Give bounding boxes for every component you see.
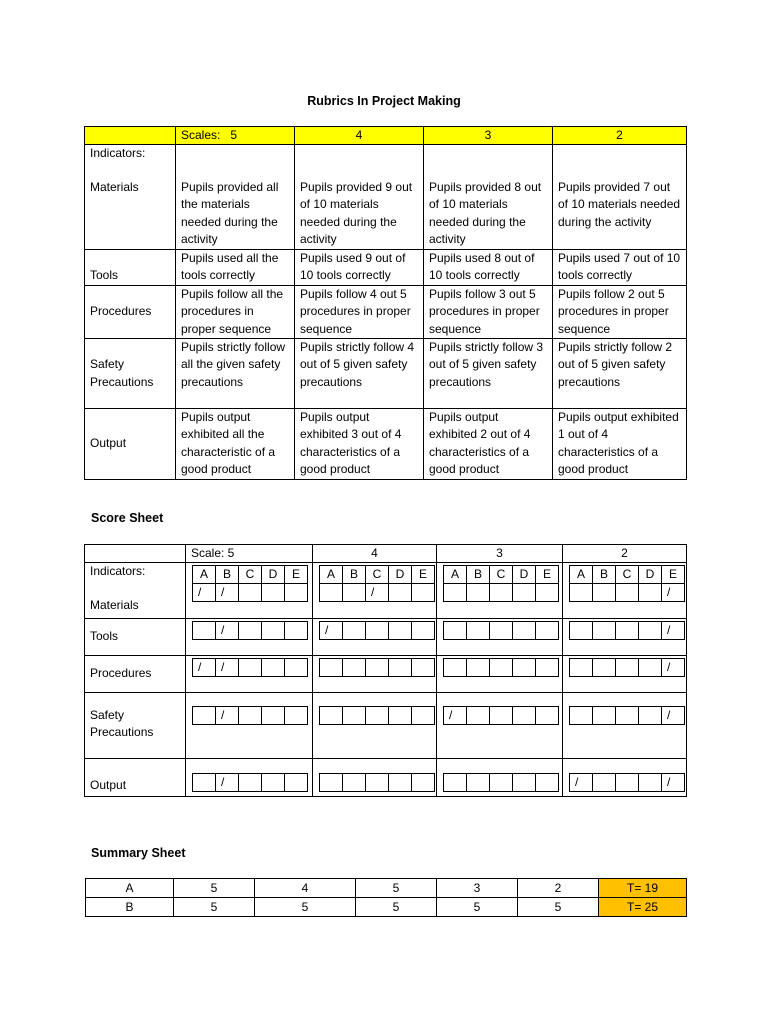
summary-value: 5 (356, 879, 437, 898)
letter-cell: D (261, 565, 285, 584)
mark-row (320, 707, 435, 725)
mark-cell (535, 706, 559, 725)
mark-cell (512, 658, 536, 677)
mark-cell (569, 658, 593, 677)
score-row-materials (85, 563, 687, 619)
summary-value: 5 (437, 898, 518, 917)
mark-row (320, 622, 435, 640)
mark-cell (238, 658, 262, 677)
mark-cell (569, 773, 593, 792)
check-mark: / (221, 775, 225, 789)
score-group (437, 759, 563, 797)
mark-cell (592, 658, 616, 677)
mark-cell (388, 658, 412, 677)
mark-row (570, 622, 685, 640)
letter-cell: E (284, 565, 308, 584)
score-row-output (85, 759, 687, 797)
mark-cell (512, 621, 536, 640)
score-scale-4: 4 (313, 545, 437, 563)
mark-row (193, 707, 308, 725)
rubric-cell: Pupils output exhibited 1 out of 4 characteristics of a good product (553, 409, 687, 480)
mark-cell (342, 706, 366, 725)
letter-cell: E (411, 565, 435, 584)
rubric-indicator-cell (85, 145, 176, 250)
mark-cell (466, 658, 490, 677)
mark-row (570, 584, 685, 602)
mark-cell (615, 773, 639, 792)
mark-row (570, 659, 685, 677)
mark-row (444, 774, 559, 792)
mark-cell (319, 658, 343, 677)
mark-cell (443, 773, 467, 792)
summary-value: 5 (356, 898, 437, 917)
score-indicator-materials: Materials (90, 598, 139, 613)
score-group (313, 619, 437, 656)
rubric-cell: Pupils follow all the procedures in proper sequence (176, 285, 295, 338)
check-mark: / (198, 660, 202, 674)
summary-label: A (86, 879, 174, 898)
letter-cell: A (443, 565, 467, 584)
summary-label: B (86, 898, 174, 917)
mark-row (444, 584, 559, 602)
rubric-cell: Pupils provided 7 out of 10 materials needed during the activity (553, 145, 687, 250)
mark-cell (535, 621, 559, 640)
mark-cell (466, 706, 490, 725)
mark-cell (638, 583, 662, 602)
mark-cell (615, 706, 639, 725)
mark-cell (489, 658, 513, 677)
mark-cell (238, 706, 262, 725)
rubric-cell: Pupils provided all the materials needed during the activity (176, 145, 295, 250)
rubric-cell: Pupils strictly follow 4 out of 5 given safety precautions (295, 339, 424, 409)
score-header-blank (85, 545, 186, 563)
mark-cell (365, 621, 389, 640)
mark-cell (215, 706, 239, 725)
check-mark: / (325, 623, 329, 637)
score-header-row (85, 545, 687, 563)
mark-cell (411, 583, 435, 602)
rubric-row-tools (85, 250, 687, 286)
rubric-cell: Pupils used all the tools correctly (176, 250, 295, 286)
check-mark: / (371, 585, 375, 599)
mark-cell (238, 583, 262, 602)
score-group (186, 693, 313, 759)
letter-row (444, 566, 559, 584)
mark-cell (365, 658, 389, 677)
score-indicator-safety: Safety Precautions (85, 693, 186, 759)
mark-cell (615, 583, 639, 602)
summary-row-a (86, 879, 687, 898)
mark-cell (284, 658, 308, 677)
mark-row (193, 774, 308, 792)
mark-cell (592, 583, 616, 602)
mark-cell (592, 706, 616, 725)
mark-cell (443, 583, 467, 602)
score-group (186, 656, 313, 693)
mark-cell (238, 621, 262, 640)
mark-row (444, 659, 559, 677)
letter-cell: D (388, 565, 412, 584)
mark-cell (342, 583, 366, 602)
mark-cell (388, 621, 412, 640)
mark-row (193, 659, 308, 677)
mark-cell (215, 583, 239, 602)
score-sheet-table (84, 544, 687, 797)
letter-cell: B (466, 565, 490, 584)
score-group (313, 693, 437, 759)
rubric-indicator-tools: Tools (85, 250, 176, 286)
mark-cell (319, 621, 343, 640)
mark-row (320, 659, 435, 677)
mark-cell (489, 706, 513, 725)
mark-cell (388, 706, 412, 725)
letter-cell: C (615, 565, 639, 584)
mark-cell (569, 583, 593, 602)
check-mark: / (667, 775, 671, 789)
score-group (563, 759, 687, 797)
mark-cell (489, 583, 513, 602)
score-sheet-title: Score Sheet (91, 511, 164, 525)
rubric-header-blank (85, 127, 176, 145)
summary-value: 5 (174, 898, 255, 917)
mark-cell (661, 706, 685, 725)
letter-cell: D (512, 565, 536, 584)
mark-cell (192, 621, 216, 640)
score-group (563, 563, 687, 619)
check-mark: / (221, 585, 225, 599)
rubric-cell: Pupils output exhibited all the characteristic of a good product (176, 409, 295, 480)
mark-cell (489, 773, 513, 792)
mark-cell (443, 706, 467, 725)
mark-cell (365, 773, 389, 792)
rubric-row-procedures (85, 285, 687, 338)
score-group (186, 759, 313, 797)
mark-cell (569, 706, 593, 725)
summary-row-b (86, 898, 687, 917)
rubric-table (84, 126, 687, 480)
mark-cell (261, 621, 285, 640)
rubric-scale-4: 4 (295, 127, 424, 145)
score-indicator-procedures: Procedures (85, 656, 186, 693)
letter-cell: A (192, 565, 216, 584)
summary-value: 5 (255, 898, 356, 917)
score-group (437, 563, 563, 619)
mark-cell (342, 621, 366, 640)
rubric-cell: Pupils used 8 out of 10 tools correctly (424, 250, 553, 286)
score-group (186, 619, 313, 656)
check-mark: / (667, 708, 671, 722)
score-group (437, 619, 563, 656)
rubric-header-row (85, 127, 687, 145)
rubric-scale-5: Scales: 5 (176, 127, 295, 145)
rubric-row-materials (85, 145, 687, 250)
check-mark: / (667, 660, 671, 674)
mark-cell (365, 706, 389, 725)
mark-cell (319, 773, 343, 792)
mark-cell (284, 773, 308, 792)
rubric-cell: Pupils follow 3 out 5 procedures in proper sequence (424, 285, 553, 338)
score-group (437, 656, 563, 693)
rubric-cell: Pupils used 9 out of 10 tools correctly (295, 250, 424, 286)
rubric-indicator-safety: Safety Precautions (85, 339, 176, 409)
rubric-cell: Pupils follow 2 out 5 procedures in proper sequence (553, 285, 687, 338)
rubric-cell: Pupils provided 9 out of 10 materials needed during the activity (295, 145, 424, 250)
mark-cell (215, 621, 239, 640)
score-group (437, 693, 563, 759)
letter-cell: B (342, 565, 366, 584)
mark-cell (638, 773, 662, 792)
rubric-cell: Pupils output exhibited 3 out of 4 characteristics of a good product (295, 409, 424, 480)
letter-cell: C (365, 565, 389, 584)
summary-sheet-title: Summary Sheet (91, 846, 186, 860)
score-indicator-cell (85, 563, 186, 619)
mark-cell (261, 706, 285, 725)
check-mark: / (667, 623, 671, 637)
letter-row (570, 566, 685, 584)
mark-cell (284, 583, 308, 602)
score-scale-3: 3 (437, 545, 563, 563)
mark-row (193, 584, 308, 602)
mark-cell (215, 658, 239, 677)
mark-cell (615, 658, 639, 677)
summary-value: 5 (518, 898, 599, 917)
mark-cell (443, 621, 467, 640)
mark-cell (192, 658, 216, 677)
mark-cell (638, 658, 662, 677)
rubric-indicator-materials: Materials (90, 180, 139, 195)
letter-row (193, 566, 308, 584)
rubric-scale-2: 2 (553, 127, 687, 145)
mark-row (570, 707, 685, 725)
mark-cell (512, 583, 536, 602)
check-mark: / (221, 660, 225, 674)
score-group (313, 759, 437, 797)
mark-cell (261, 658, 285, 677)
letter-cell: E (535, 565, 559, 584)
summary-value: 3 (437, 879, 518, 898)
rubric-row-safety (85, 339, 687, 409)
rubric-indicator-procedures: Procedures (85, 285, 176, 338)
check-mark: / (198, 585, 202, 599)
mark-cell (535, 658, 559, 677)
summary-value: 5 (174, 879, 255, 898)
mark-row (570, 774, 685, 792)
score-indicators-label: Indicators: (90, 564, 146, 578)
score-row-tools (85, 619, 687, 656)
mark-cell (284, 621, 308, 640)
rubric-cell: Pupils strictly follow 3 out of 5 given safety precautions (424, 339, 553, 409)
mark-cell (319, 583, 343, 602)
mark-cell (489, 621, 513, 640)
mark-row (193, 622, 308, 640)
letter-cell: C (238, 565, 262, 584)
letter-cell: A (319, 565, 343, 584)
mark-row (444, 707, 559, 725)
score-indicator-output: Output (85, 759, 186, 797)
mark-cell (365, 583, 389, 602)
score-group (563, 656, 687, 693)
page-title: Rubrics In Project Making (307, 94, 461, 108)
mark-cell (192, 773, 216, 792)
score-scale-2: 2 (563, 545, 687, 563)
check-mark: / (575, 775, 579, 789)
mark-row (320, 774, 435, 792)
mark-cell (661, 658, 685, 677)
summary-sheet-table (85, 878, 687, 917)
score-indicator-tools: Tools (85, 619, 186, 656)
mark-cell (443, 658, 467, 677)
rubric-cell: Pupils strictly follow all the given safety precautions (176, 339, 295, 409)
rubric-cell: Pupils strictly follow 2 out of 5 given safety precautions (553, 339, 687, 409)
rubric-indicators-label: Indicators: (90, 146, 146, 160)
score-group (563, 619, 687, 656)
mark-cell (592, 621, 616, 640)
mark-cell (411, 773, 435, 792)
rubric-row-output (85, 409, 687, 480)
summary-total: T= 19 (599, 879, 687, 898)
letter-cell: B (592, 565, 616, 584)
mark-cell (512, 706, 536, 725)
mark-cell (388, 773, 412, 792)
rubric-cell: Pupils used 7 out of 10 tools correctly (553, 250, 687, 286)
mark-cell (411, 621, 435, 640)
mark-cell (466, 773, 490, 792)
rubric-cell: Pupils provided 8 out of 10 materials needed during the activity (424, 145, 553, 250)
mark-cell (411, 658, 435, 677)
letter-cell: D (638, 565, 662, 584)
mark-cell (215, 773, 239, 792)
summary-value: 2 (518, 879, 599, 898)
rubric-cell: Pupils output exhibited 2 out of 4 characteristics of a good product (424, 409, 553, 480)
score-group (563, 693, 687, 759)
mark-cell (342, 658, 366, 677)
mark-cell (388, 583, 412, 602)
mark-cell (661, 621, 685, 640)
mark-cell (342, 773, 366, 792)
letter-cell: A (569, 565, 593, 584)
mark-cell (192, 706, 216, 725)
mark-cell (569, 621, 593, 640)
mark-cell (638, 706, 662, 725)
mark-cell (192, 583, 216, 602)
letter-cell: B (215, 565, 239, 584)
rubric-indicator-output: Output (85, 409, 176, 480)
mark-cell (261, 773, 285, 792)
mark-cell (319, 706, 343, 725)
letter-cell: E (661, 565, 685, 584)
mark-cell (512, 773, 536, 792)
mark-cell (411, 706, 435, 725)
summary-total: T= 25 (599, 898, 687, 917)
mark-cell (535, 583, 559, 602)
check-mark: / (667, 585, 671, 599)
mark-cell (661, 773, 685, 792)
score-group (313, 563, 437, 619)
score-group (313, 656, 437, 693)
mark-row (444, 622, 559, 640)
score-row-procedures (85, 656, 687, 693)
check-mark: / (449, 708, 453, 722)
letter-row (320, 566, 435, 584)
score-row-safety (85, 693, 687, 759)
mark-cell (466, 583, 490, 602)
mark-cell (535, 773, 559, 792)
letter-cell: C (489, 565, 513, 584)
mark-cell (284, 706, 308, 725)
rubric-cell: Pupils follow 4 out 5 procedures in proper sequence (295, 285, 424, 338)
mark-row (320, 584, 435, 602)
mark-cell (238, 773, 262, 792)
mark-cell (466, 621, 490, 640)
mark-cell (592, 773, 616, 792)
mark-cell (638, 621, 662, 640)
mark-cell (615, 621, 639, 640)
check-mark: / (221, 708, 225, 722)
mark-cell (661, 583, 685, 602)
rubric-scale-3: 3 (424, 127, 553, 145)
score-scale-5: Scale: 5 (186, 545, 313, 563)
summary-value: 4 (255, 879, 356, 898)
check-mark: / (221, 623, 225, 637)
score-group (186, 563, 313, 619)
mark-cell (261, 583, 285, 602)
